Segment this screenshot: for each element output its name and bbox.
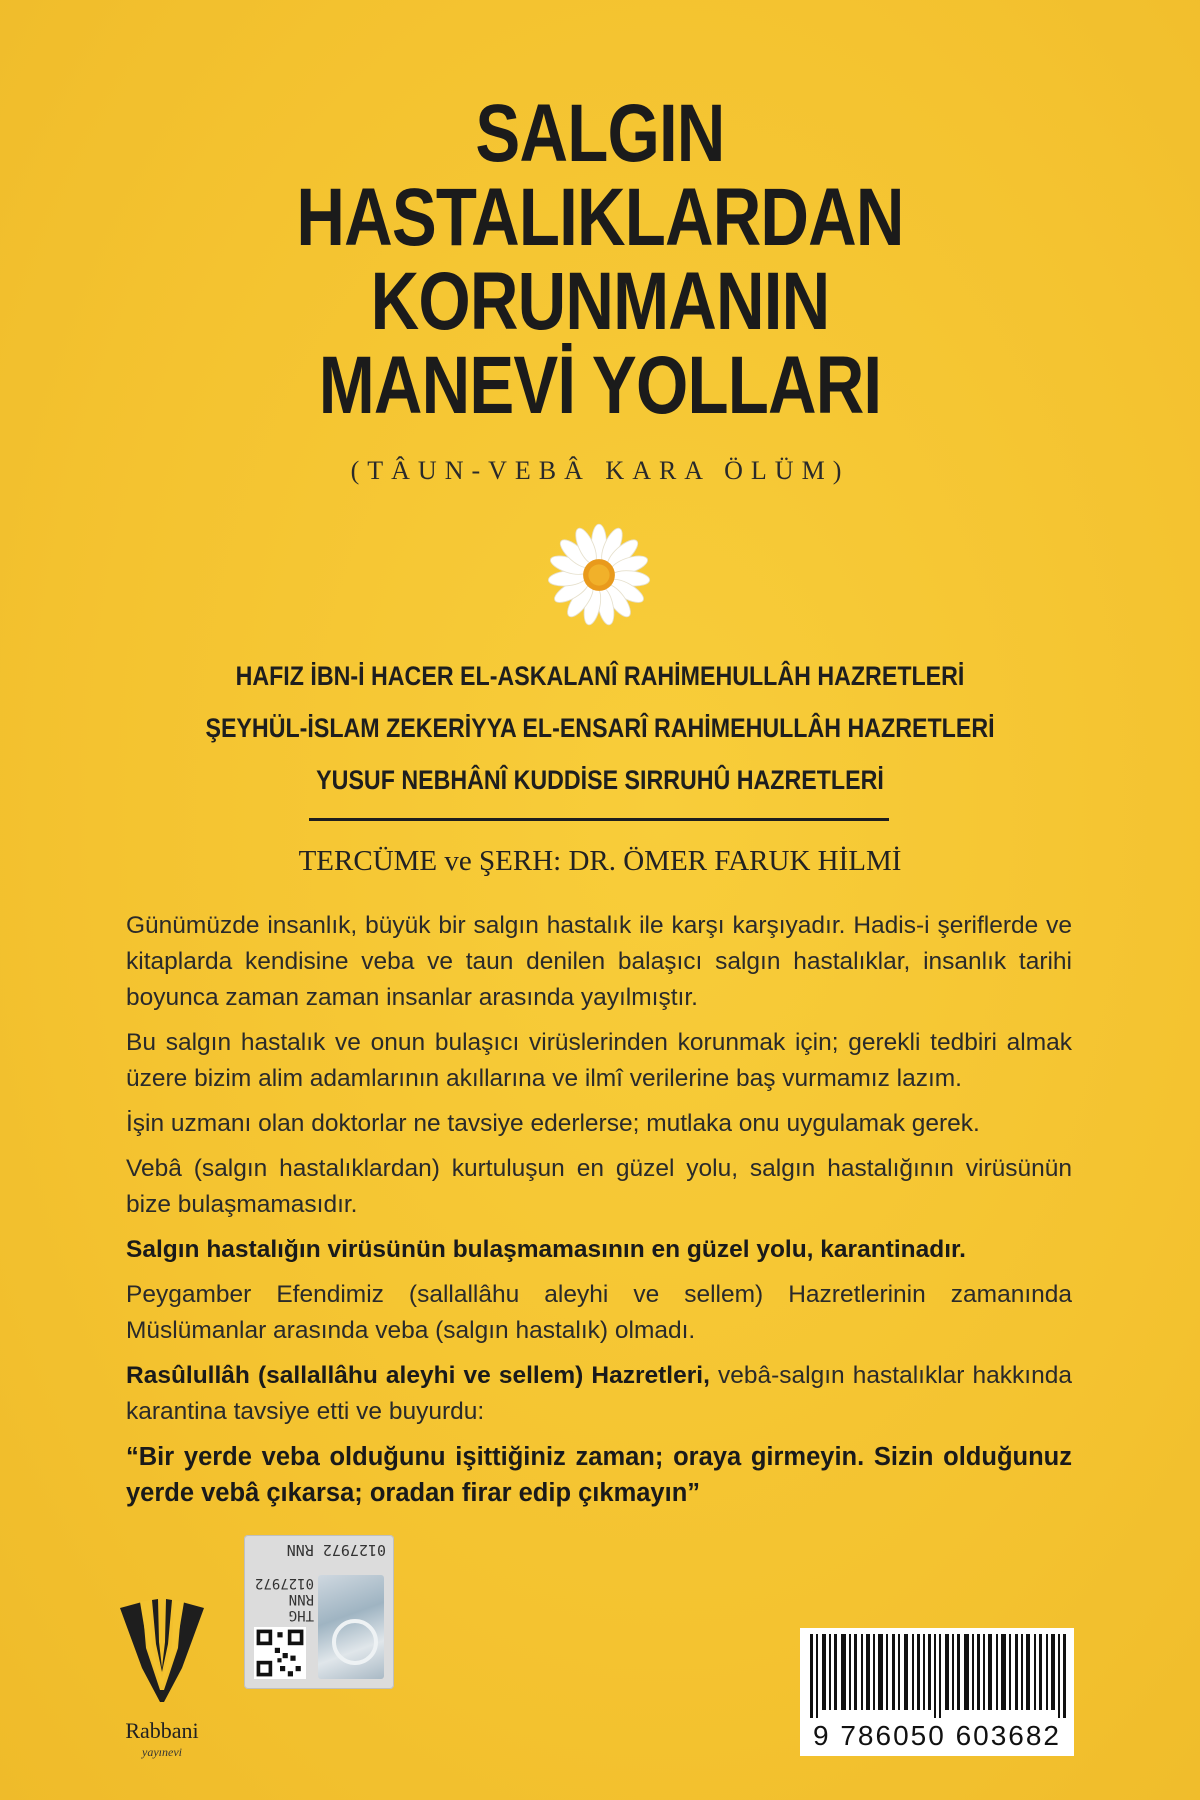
paragraph-rest: vebâ-salgın hastalıklar hakkında karantina tavsiye etti ve buyurdu: bbox=[126, 1362, 1072, 1425]
sticker-code-line: RNN bbox=[288, 1591, 314, 1607]
translator-credit: TERCÜME ve ŞERH: DR. ÖMER FARUK HİLMİ bbox=[298, 845, 902, 877]
qr-code-icon bbox=[254, 1627, 306, 1679]
sticker-code-line: THG bbox=[288, 1607, 314, 1623]
isbn-number: 9 786050 603682 bbox=[813, 1720, 1061, 1751]
author-line: ŞEYHÜL-İSLAM ZEKERİYYA EL-ENSARÎ RAHİMEHULLÂH HAZRETLERİ bbox=[205, 713, 995, 743]
author-line: HAFIZ İBN-İ HACER EL-ASKALANÎ RAHİMEHULLÂH HAZRETLERİ bbox=[235, 661, 965, 691]
publisher-name: Rabbani bbox=[125, 1718, 199, 1743]
book-subtitle: (TÂUN-VEBÂ KARA ÖLÜM) bbox=[350, 456, 850, 485]
hologram-icon bbox=[318, 1575, 384, 1679]
isbn-barcode bbox=[800, 1628, 1074, 1756]
author-line: YUSUF NEBHÂNÎ KUDDİSE SIRRUHÛ HAZRETLERİ bbox=[316, 765, 884, 795]
sticker-code-block bbox=[255, 1575, 314, 1623]
hologram-seal bbox=[332, 1619, 378, 1665]
barcode-icon bbox=[808, 1634, 1066, 1718]
publisher-logo-icon bbox=[112, 1598, 212, 1708]
sticker-code bbox=[252, 1541, 386, 1559]
book-title bbox=[0, 88, 1200, 431]
sticker-code-line: 0127972 RNN bbox=[286, 1541, 386, 1559]
title-line: KORUNMANIN bbox=[370, 256, 830, 347]
paragraph-emphasis: Salgın hastalığın virüsünün bulaşmamasının en güzel yolu, karantinadır. bbox=[126, 1236, 966, 1263]
paragraph-lead: Rasûlullâh (sallallâhu aleyhi ve sellem) Hazretleri, bbox=[126, 1362, 710, 1389]
sticker-code-line: 0127972 bbox=[254, 1575, 314, 1591]
divider-line bbox=[309, 818, 889, 821]
paragraph: İşin uzmanı olan doktorlar ne tavsiye ederlerse; mutlaka onu uygulamak gerek. bbox=[126, 1110, 980, 1137]
daisy-flower-icon bbox=[546, 522, 652, 628]
back-cover-text bbox=[126, 908, 1072, 1520]
author-list bbox=[0, 650, 1200, 806]
paragraph bbox=[126, 1358, 1072, 1430]
paragraph: Vebâ (salgın hastalıklardan) kurtuluşun en güzel yolu, salgın hastalığının virüsünün bize bulaşmamasıdır. bbox=[126, 1155, 1072, 1218]
paragraph: Peygamber Efendimiz (sallallâhu aleyhi ve sellem) Hazretlerinin zamanında Müslümanlar arasında veba (salgın hastalık) olmadı. bbox=[126, 1281, 1072, 1344]
paragraph: Günümüzde insanlık, büyük bir salgın hastalık ile karşı karşıyadır. Hadis-i şeriflerde ve kitaplarda kendisine veba ve taun denilen balaşıcı salgın hastalıklar, insanlık tarihi boyunca zaman zaman insanlar arasında yayılmıştır. bbox=[126, 912, 1072, 1011]
paragraph: Bu salgın hastalık ve onun bulaşıcı virüslerinden korunmak için; gerekli tedbiri almak üzere bizim alim adamlarının akıllarına ve ilmî verilerine baş vurmamız lazım. bbox=[126, 1029, 1072, 1092]
hadith-quote: “Bir yerde veba olduğunu işittiğiniz zaman; oraya girmeyin. Sizin olduğunuz yerde vebâ çıkarsa; oradan firar edip çıkmayın” bbox=[126, 1443, 1072, 1507]
bandrol-sticker bbox=[244, 1535, 394, 1689]
title-line: HASTALIKLARDAN bbox=[296, 172, 904, 263]
publisher-subtitle: yayınevi bbox=[142, 1745, 182, 1759]
title-line: SALGIN bbox=[475, 88, 725, 179]
title-line: MANEVİ YOLLARI bbox=[318, 340, 882, 431]
